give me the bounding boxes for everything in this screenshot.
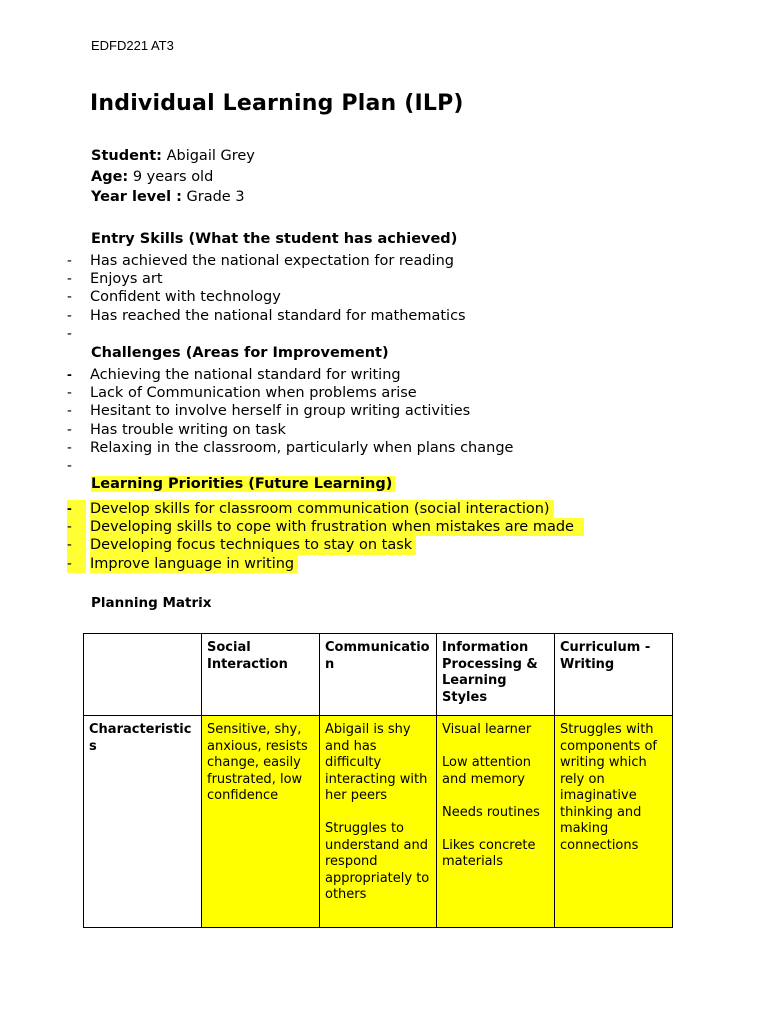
priorities-list bbox=[0, 500, 768, 573]
year-level-line bbox=[91, 189, 245, 205]
list-item bbox=[0, 325, 768, 343]
list-item: - Hesitant to involve herself in group writing activities bbox=[67, 403, 471, 420]
age-label: Age: bbox=[91, 169, 129, 185]
list-item: - Has achieved the national expectation for reading bbox=[67, 253, 454, 269]
dash-bullet: - bbox=[67, 500, 86, 518]
list-item: - Achieving the national standard for writing bbox=[67, 367, 401, 383]
cell-communication: Abigail is shy and has difficulty interacting with her peers Struggles to understand and respond appropriately to others bbox=[320, 716, 437, 928]
list-item bbox=[0, 457, 768, 475]
age-line bbox=[91, 169, 213, 185]
dash-bullet: - bbox=[67, 385, 72, 402]
list-item: - Developing focus techniques to stay on task bbox=[0, 536, 768, 554]
list-item: - Developing skills to cope with frustration when mistakes are made bbox=[0, 518, 768, 536]
planning-matrix-table bbox=[83, 633, 673, 928]
list-item: - Confident with technology bbox=[67, 289, 281, 306]
priorities-heading: Learning Priorities (Future Learning) bbox=[91, 476, 395, 492]
dash-bullet: - bbox=[67, 518, 86, 536]
cell-information-processing: Visual learner Low attention and memory Needs routines Likes concrete materials bbox=[437, 716, 555, 928]
cell-social-interaction: Sensitive, shy, anxious, resists change, easily frustrated, low confidence bbox=[202, 716, 320, 928]
dash-bullet: - bbox=[67, 253, 72, 269]
challenges-heading: Challenges (Areas for Improvement) bbox=[91, 345, 389, 361]
dash-bullet: - bbox=[67, 439, 72, 456]
student-name-line bbox=[91, 148, 255, 164]
dash-bullet: - bbox=[67, 307, 72, 324]
header-cell-information-processing: Information Processing & Learning Styles bbox=[437, 634, 555, 716]
dash-bullet: - bbox=[67, 271, 72, 288]
year-level-value: Grade 3 bbox=[186, 189, 245, 205]
list-item: - Improve language in writing bbox=[0, 555, 768, 573]
dash-bullet: - bbox=[67, 421, 72, 438]
header-cell-communication: Communication bbox=[320, 634, 437, 716]
dash-bullet: - bbox=[67, 289, 72, 306]
page-title: Individual Learning Plan (ILP) bbox=[90, 91, 464, 116]
student-value: Abigail Grey bbox=[166, 148, 255, 164]
year-level-label: Year level : bbox=[91, 189, 182, 205]
list-item: - Relaxing in the classroom, particularly when plans change bbox=[67, 439, 514, 456]
list-item: - Develop skills for classroom communication (social interaction) bbox=[0, 500, 768, 518]
dash-bullet: - bbox=[67, 555, 86, 573]
table-row bbox=[84, 716, 673, 928]
dash-bullet: - bbox=[67, 536, 86, 554]
dash-bullet: - bbox=[67, 367, 72, 383]
dash-bullet: - bbox=[67, 403, 72, 420]
list-item: - Lack of Communication when problems arise bbox=[67, 385, 417, 402]
header-cell-social-interaction: Social Interaction bbox=[202, 634, 320, 716]
challenges-list bbox=[0, 366, 768, 475]
list-item: - Has trouble writing on task bbox=[67, 421, 286, 438]
age-value: 9 years old bbox=[132, 169, 214, 185]
course-code: EDFD221 AT3 bbox=[91, 38, 174, 53]
header-cell-blank bbox=[84, 634, 202, 716]
student-label: Student: bbox=[91, 148, 162, 164]
entry-skills-heading: Entry Skills (What the student has achieved) bbox=[91, 231, 458, 247]
dash-bullet: - bbox=[67, 457, 72, 474]
table-header-row bbox=[84, 634, 673, 716]
dash-bullet: - bbox=[67, 325, 72, 342]
entry-skills-list bbox=[0, 252, 768, 343]
row-label-characteristics: Characteristics bbox=[84, 716, 202, 928]
planning-matrix-label: Planning Matrix bbox=[91, 595, 212, 611]
cell-curriculum-writing: Struggles with components of writing which rely on imaginative thinking and making connections bbox=[555, 716, 673, 928]
header-cell-curriculum-writing: Curriculum - Writing bbox=[555, 634, 673, 716]
list-item: - Has reached the national standard for mathematics bbox=[67, 307, 466, 324]
list-item: - Enjoys art bbox=[67, 271, 163, 288]
